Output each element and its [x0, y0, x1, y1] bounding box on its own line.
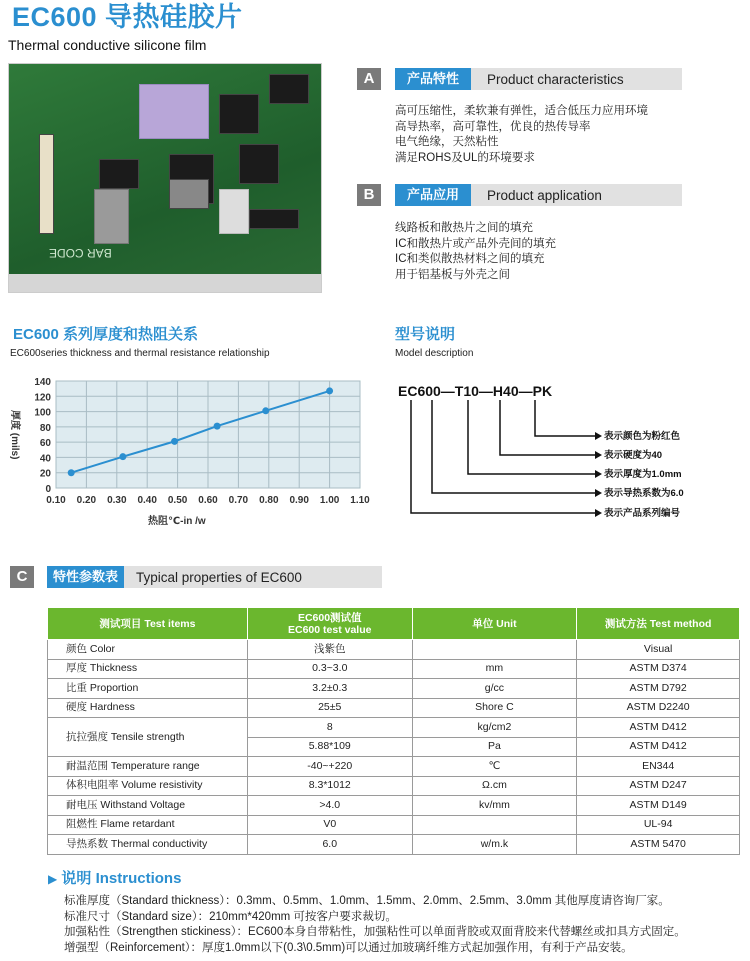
table-row: [48, 659, 740, 679]
instruction-line: 标准厚度（Standard thickness）：0.3mm、0.5mm、1.0mm、1.5mm、2.0mm、2.5mm、3.0mm 其他厚度请咨询厂家。: [64, 895, 670, 907]
section-a-letter: A: [357, 68, 381, 90]
table-row: [48, 640, 740, 660]
data-point: [171, 438, 178, 445]
model-label-conductivity: 表示导热系数为6.0: [604, 488, 684, 499]
cell-item: 厚度 Thickness: [48, 659, 248, 679]
cell-unit: kv/mm: [412, 796, 577, 816]
model-subtitle: Model description: [395, 348, 474, 359]
section-b-letter: B: [357, 184, 381, 206]
section-a-header: [395, 68, 682, 90]
thermal-pad-image: [139, 84, 209, 139]
instruction-line: 标准尺寸（Standard size）：210mm*420mm 可按客户要求裁切。: [64, 910, 397, 923]
col-unit: 单位 Unit: [412, 608, 577, 640]
cell-method: ASTM D412: [577, 718, 740, 738]
x-tick-label: 0.80: [259, 495, 279, 506]
list-item: 高导热率，高可靠性，优良的热传导率: [395, 120, 591, 133]
section-b-title-cn: 产品应用: [395, 184, 471, 206]
characteristics-list: [395, 104, 648, 166]
cell-item: 耐电压 Withstand Voltage: [48, 796, 248, 816]
cell-unit: Pa: [412, 737, 577, 757]
model-label-color: 表示颜色为粉红色: [604, 431, 681, 442]
cell-unit: Ω.cm: [412, 776, 577, 796]
table-header-row: [48, 608, 740, 640]
x-tick-label: 0.30: [107, 495, 127, 506]
y-tick-label: 100: [34, 407, 51, 419]
cell-method: ASTM D412: [577, 737, 740, 757]
y-tick-label: 40: [39, 453, 51, 465]
section-b-header: [395, 184, 682, 206]
table-row: [48, 776, 740, 796]
data-point: [68, 469, 75, 476]
cell-item: 抗拉强度 Tensile strength: [48, 718, 248, 757]
col-test-value-cn: EC600测试值: [297, 611, 362, 624]
cell-unit: [412, 815, 577, 835]
list-item: IC和散热片或产品外壳间的填充: [395, 237, 556, 250]
y-axis-label: 厚度 (mils): [9, 410, 20, 460]
cell-unit: kg/cm2: [412, 718, 577, 738]
section-c-title-cn: 特性参数表: [47, 566, 124, 588]
cell-value: 6.0: [247, 835, 412, 855]
cell-method: EN344: [577, 757, 740, 777]
model-title: 型号说明: [395, 326, 456, 343]
list-item: 满足ROHS及UL的环境要求: [395, 151, 535, 164]
x-tick-label: 0.60: [198, 495, 218, 506]
table-row: [48, 698, 740, 718]
section-c-letter: C: [10, 566, 34, 588]
x-tick-label: 0.10: [46, 495, 66, 506]
y-tick-label: 120: [34, 392, 51, 404]
y-tick-label: 80: [39, 422, 51, 434]
section-a-title-en: Product characteristics: [487, 71, 624, 87]
table-row: [48, 679, 740, 699]
cell-value: 25±5: [247, 698, 412, 718]
page-title: EC600 导热硅胶片: [12, 2, 243, 32]
application-list: [395, 221, 556, 283]
cell-unit: Shore C: [412, 698, 577, 718]
list-item: 高可压缩性，柔软兼有弹性，适合低压力应用环境: [395, 105, 648, 117]
cell-method: ASTM D247: [577, 776, 740, 796]
table-row: [48, 835, 740, 855]
pcb-photo: [8, 63, 322, 293]
instruction-line: 加强粘性（Strengthen stickiness）：EC600本身自带粘性，加强粘性可以单面背胶或双面背胶来代替螺丝或扣具方式固定。: [64, 926, 686, 938]
cell-unit: [412, 640, 577, 660]
cell-value: 3.2±0.3: [247, 679, 412, 699]
table-row: [48, 718, 740, 738]
properties-table: [47, 607, 740, 855]
col-test-method: 测试方法 Test method: [577, 608, 740, 640]
x-tick-label: 0.40: [137, 495, 157, 506]
model-code: EC600—T10—H40—PK: [398, 383, 553, 399]
instruction-line: 增强型（Reinforcement）：厚度1.0mm以下(0.3\0.5mm)可以通过加玻璃纤维方式起加强作用，有利于产品安装。: [64, 941, 633, 954]
cell-method: Visual: [577, 640, 740, 660]
cell-item: 耐温范围 Temperature range: [48, 757, 248, 777]
cell-item: 阻燃性 Flame retardant: [48, 815, 248, 835]
cell-value: 5.88*109: [247, 737, 412, 757]
cell-method: ASTM D2240: [577, 698, 740, 718]
list-item: 线路板和散热片之间的填充: [395, 222, 533, 234]
data-point: [262, 407, 269, 414]
table-row: [48, 757, 740, 777]
chart-title: EC600 系列厚度和热阻关系: [13, 326, 199, 343]
y-tick-label: 140: [34, 377, 51, 388]
x-tick-label: 0.50: [167, 495, 188, 506]
cell-method: UL-94: [577, 815, 740, 835]
col-test-value-en: EC600 test value: [288, 623, 372, 636]
x-tick-label: 1.00: [319, 495, 340, 506]
list-item: 用于铝基板与外壳之间: [395, 268, 510, 281]
model-label-hardness: 表示硬度为40: [604, 450, 663, 461]
cell-item: 颜色 Color: [48, 640, 248, 660]
list-item: 电气绝缘，天然粘性: [395, 136, 499, 148]
data-point: [326, 387, 333, 394]
model-label-series: 表示产品系列编号: [604, 508, 681, 519]
cell-method: ASTM 5470: [577, 835, 740, 855]
cell-value: 8: [247, 718, 412, 738]
section-a-title-cn: 产品特性: [395, 68, 471, 90]
y-tick-label: 60: [39, 438, 51, 450]
cell-item: 比重 Proportion: [48, 679, 248, 699]
cell-unit: ℃: [412, 757, 577, 777]
cell-method: ASTM D374: [577, 659, 740, 679]
section-b-title-en: Product application: [487, 187, 602, 203]
table-row: [48, 815, 740, 835]
cell-value: V0: [247, 815, 412, 835]
col-test-items: 测试项目 Test items: [48, 608, 248, 640]
col-test-value: [247, 608, 412, 640]
table-row: [48, 796, 740, 816]
cell-item: 硬度 Hardness: [48, 698, 248, 718]
thickness-resistance-chart: [0, 370, 375, 530]
instructions-list: [64, 894, 748, 956]
cell-value: >4.0: [247, 796, 412, 816]
cell-item: 体积电阻率 Volume resistivity: [48, 776, 248, 796]
x-tick-label: 0.70: [228, 495, 249, 506]
model-label-thickness: 表示厚度为1.0mm: [604, 469, 682, 480]
section-c-title-en: Typical properties of EC600: [136, 569, 302, 585]
x-tick-label: 1.10: [350, 495, 370, 506]
chart-subtitle: EC600series thickness and thermal resistance relationship: [10, 348, 270, 359]
x-axis-label: 热阻℃-in /w: [148, 516, 206, 527]
y-tick-label: 0: [45, 484, 51, 495]
cell-method: ASTM D792: [577, 679, 740, 699]
y-tick-label: 20: [39, 468, 51, 480]
triangle-icon: ▶: [48, 872, 58, 886]
section-c-header: [47, 566, 382, 588]
x-tick-label: 0.20: [76, 495, 97, 506]
cell-unit: g/cc: [412, 679, 577, 699]
cell-unit: w/m.k: [412, 835, 577, 855]
cell-unit: mm: [412, 659, 577, 679]
page-subtitle: Thermal conductive silicone film: [8, 37, 207, 53]
cell-item: 导热系数 Thermal conductivity: [48, 835, 248, 855]
instructions-title: [48, 870, 181, 888]
cell-value: 0.3~3.0: [247, 659, 412, 679]
data-point: [214, 423, 221, 430]
cell-value: 浅紫色: [247, 640, 412, 660]
list-item: IC和类似散热材料之间的填充: [395, 253, 545, 265]
x-tick-label: 0.90: [289, 495, 309, 506]
cell-method: ASTM D149: [577, 796, 740, 816]
instructions-title-text: 说明 Instructions: [61, 870, 182, 887]
data-point: [119, 453, 126, 460]
cell-value: -40~+220: [247, 757, 412, 777]
barcode-label: BAR CODE: [49, 246, 112, 260]
cell-value: 8.3*1012: [247, 776, 412, 796]
model-diagram: [390, 370, 730, 530]
